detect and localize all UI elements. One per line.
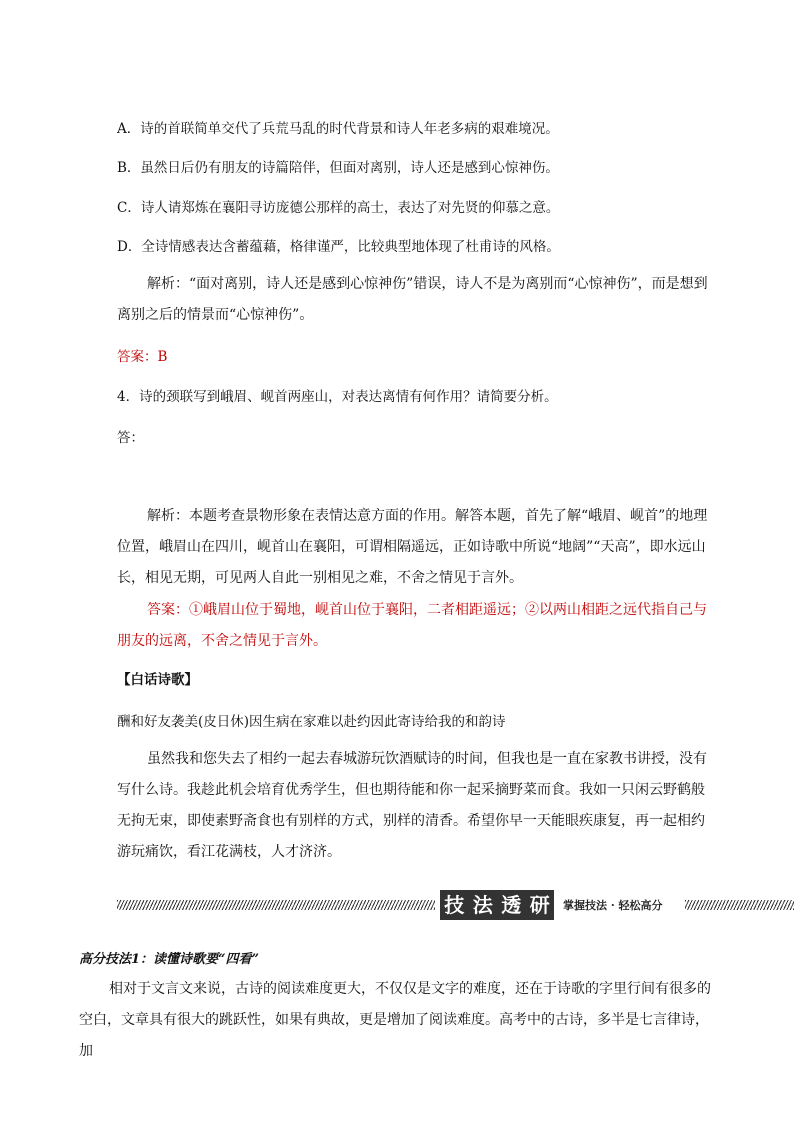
analysis-2: 解析：本题考查景物形象在表情达意方面的作用。解答本题，首先了解“峨眉、岘首”的地理位置，峨眉山在四川，岘首山在襄阳，可谓相隔遥远，正如诗歌中所说“地阔”“天高”，即水远山长，相见无期，可见两人自此一别相见之难，不舍之情见于言外。: [117, 508, 708, 586]
tip-heading: 高分技法1：读懂诗歌要“四看”: [79, 952, 260, 967]
analysis-1: 解析：“面对离别，诗人还是感到心惊神伤”错误，诗人不是为离别而“心惊神伤”，而是想到离别之后的情景而“心惊神伤”。: [117, 276, 708, 323]
question-4: 4．诗的颈联写到峨眉、岘首两座山，对表达离情有何作用？请简要分析。: [117, 389, 558, 405]
banner-hatch-left: [117, 900, 435, 910]
poem-title: 酬和好友袭美(皮日休)因生病在家难以赴约因此寄诗给我的和韵诗: [117, 714, 506, 730]
option-a: A．诗的首联简单交代了兵荒马乱的时代背景和诗人年老多病的艰难境况。: [117, 121, 559, 137]
banner-title-box: [440, 890, 554, 920]
option-b: B．虽然日后仍有朋友的诗篇陪伴，但面对离别，诗人还是感到心惊神伤。: [117, 160, 559, 176]
option-c: C．诗人请郑炼在襄阳寻访庞德公那样的高士，表达了对先贤的仰慕之意。: [117, 200, 560, 216]
answer-prompt: 答：: [117, 430, 144, 446]
banner-char: 法: [472, 893, 493, 917]
banner-char: 研: [529, 893, 550, 917]
section-label: 【白话诗歌】: [117, 672, 198, 688]
banner-hatch-right: [685, 900, 794, 910]
poem-translation: 虽然我和您失去了相约一起去春城游玩饮酒赋诗的时间，但我也是一直在家教书讲授，没有写什么诗。我趁此机会培育优秀学生，但也期待能和你一起采摘野菜而食。我如一只闲云野鹤般无拘无束，即使素野斋食也有别样的方式，别样的清香。希望你早一天能眼疾康复，再一起相约游玩痛饮，看江花满枝，人才济济。: [117, 751, 707, 860]
banner-subtitle: 掌握技法 · 轻松高分: [563, 899, 663, 912]
answer-1: 答案：B: [117, 349, 168, 365]
banner-char: 透: [501, 893, 522, 917]
banner-char: 技: [444, 893, 465, 917]
tip-body: 相对于文言文来说，古诗的阅读难度更大，不仅仅是文字的难度，还在于诗歌的字里行间有很多的空白，文章具有很大的跳跃性，如果有典故，更是增加了阅读难度。高考中的古诗，多半是七言律诗，加: [79, 981, 711, 1059]
answer-2: 答案：①峨眉山位于蜀地，岘首山位于襄阳，二者相距遥远；②以两山相距之远代指自己与朋友的远离，不舍之情见于言外。: [117, 602, 707, 649]
section-banner: [117, 889, 794, 921]
option-d: D．全诗情感表达含蓄蕴藉，格律谨严，比较典型地体现了杜甫诗的风格。: [117, 239, 560, 255]
